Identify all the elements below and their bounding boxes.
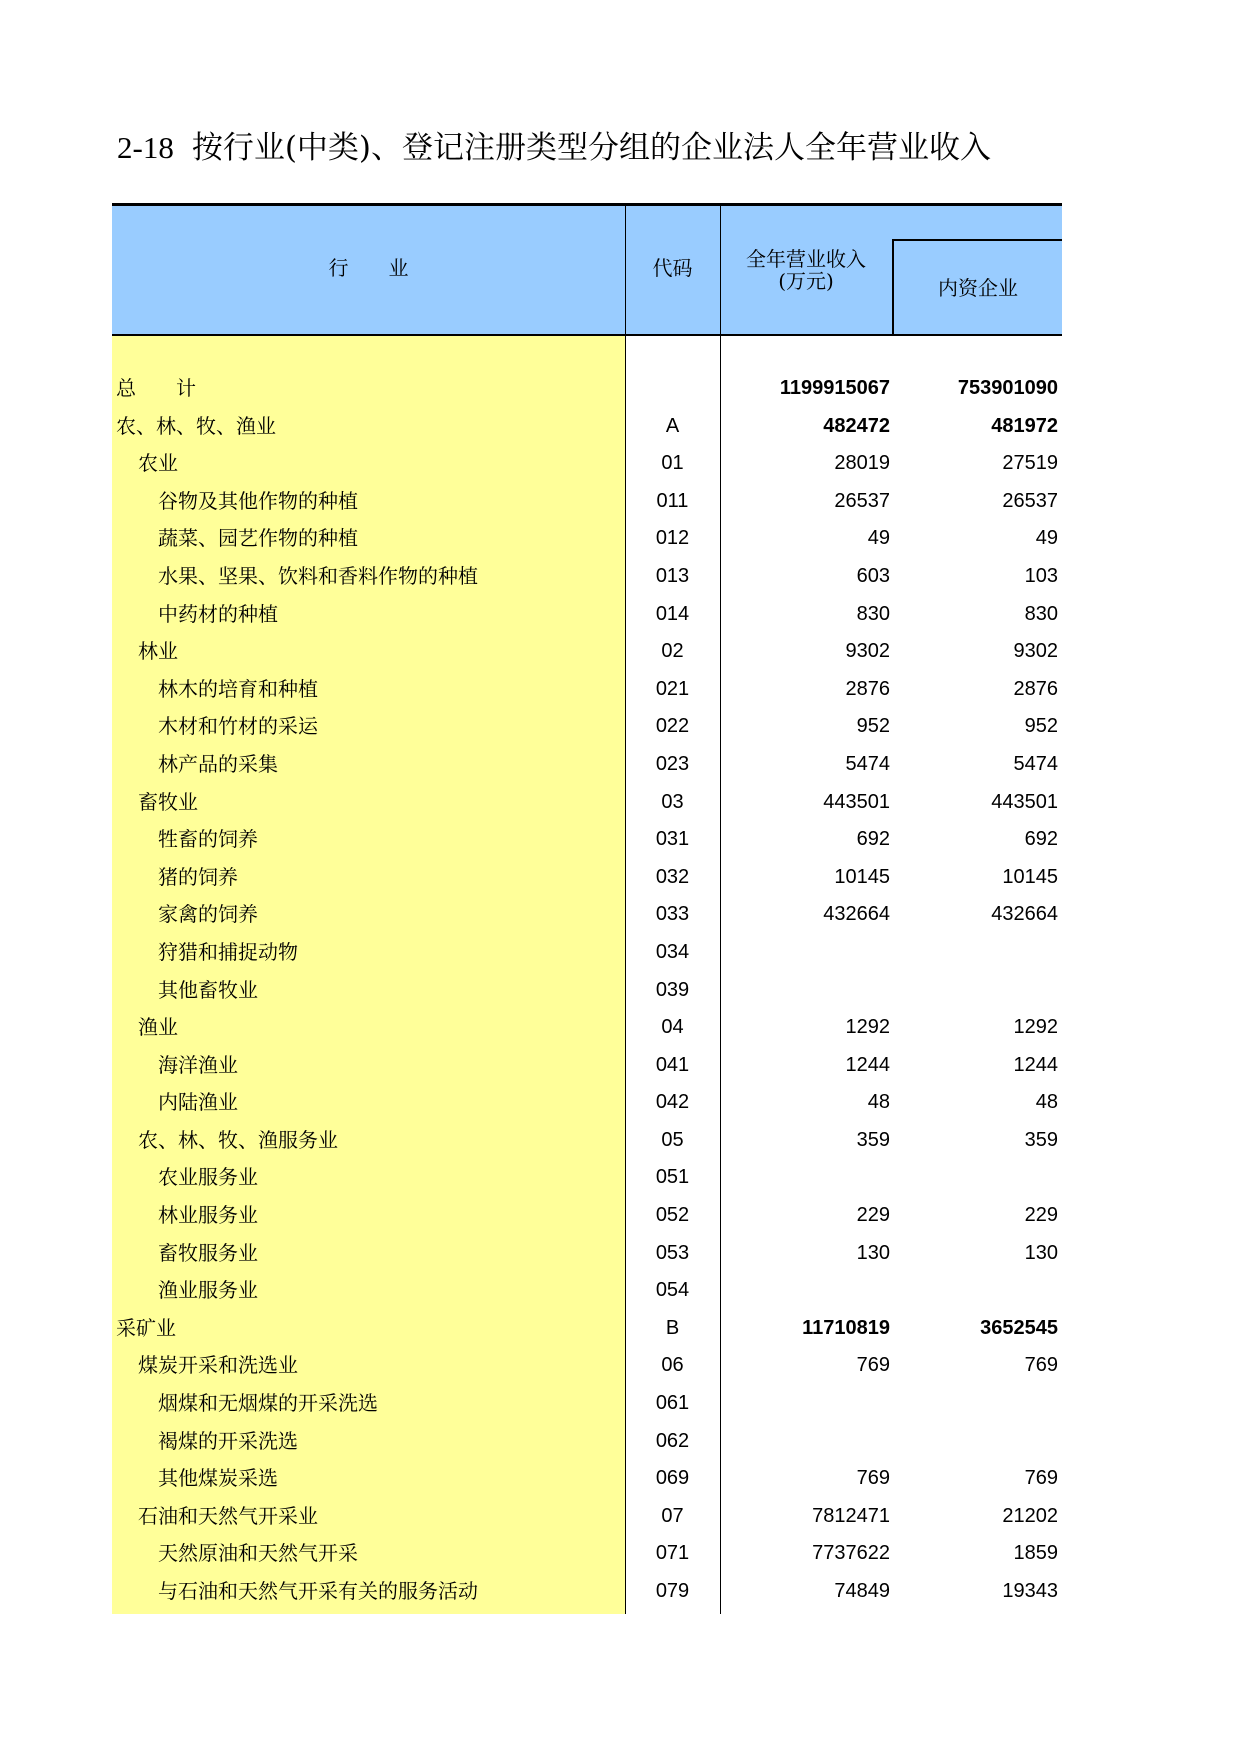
domestic-cell: 692 bbox=[1024, 828, 1058, 851]
industry-cell: 林产品的采集 bbox=[158, 751, 278, 776]
revenue-cell: 2876 bbox=[845, 677, 890, 700]
table-row bbox=[112, 1535, 1062, 1573]
revenue-cell: 5474 bbox=[845, 752, 890, 775]
domestic-cell: 443501 bbox=[991, 790, 1058, 813]
industry-cell: 水果、坚果、饮料和香料作物的种植 bbox=[158, 563, 478, 588]
header-code: 代码 bbox=[652, 256, 693, 280]
code-cell: 012 bbox=[655, 527, 690, 550]
domestic-cell: 359 bbox=[1024, 1128, 1058, 1151]
domestic-cell: 1244 bbox=[1013, 1053, 1058, 1076]
industry-cell: 畜牧服务业 bbox=[158, 1240, 258, 1265]
code-cell: B bbox=[665, 1316, 680, 1339]
revenue-cell: 9302 bbox=[845, 640, 890, 663]
domestic-cell: 26537 bbox=[1002, 489, 1058, 512]
table-row bbox=[112, 445, 1062, 483]
industry-cell: 林业服务业 bbox=[158, 1203, 258, 1228]
industry-cell: 畜牧业 bbox=[138, 789, 198, 814]
table-row bbox=[112, 1009, 1062, 1047]
code-cell: 021 bbox=[655, 677, 690, 700]
revenue-cell: 7737622 bbox=[812, 1542, 890, 1565]
code-cell: 03 bbox=[661, 790, 684, 813]
industry-cell: 采矿业 bbox=[116, 1315, 176, 1340]
table-row bbox=[112, 671, 1062, 709]
revenue-cell: 1244 bbox=[845, 1053, 890, 1076]
revenue-cell: 49 bbox=[867, 527, 890, 550]
revenue-cell: 443501 bbox=[823, 790, 890, 813]
table-row bbox=[112, 1310, 1062, 1348]
industry-cell: 林木的培育和种植 bbox=[158, 676, 318, 701]
table-row bbox=[112, 1498, 1062, 1536]
revenue-cell: 830 bbox=[856, 602, 890, 625]
table-number: 2-18 bbox=[117, 130, 174, 165]
industry-cell: 与石油和天然气开采有关的服务活动 bbox=[158, 1579, 478, 1603]
revenue-cell: 432664 bbox=[823, 903, 890, 926]
domestic-cell: 5474 bbox=[1013, 752, 1058, 775]
code-cell: 031 bbox=[655, 828, 690, 851]
page-title bbox=[117, 122, 991, 167]
revenue-cell: 1199915067 bbox=[779, 377, 890, 399]
code-cell: 079 bbox=[655, 1580, 690, 1602]
table-row bbox=[112, 859, 1062, 897]
table-row bbox=[112, 408, 1062, 446]
revenue-cell: 130 bbox=[856, 1241, 890, 1264]
code-cell: 062 bbox=[655, 1429, 690, 1452]
table-title-text: 按行业(中类)、登记注册类型分组的企业法人全年营业收入 bbox=[191, 130, 992, 166]
code-cell: 033 bbox=[655, 903, 690, 926]
industry-cell: 渔业 bbox=[138, 1015, 178, 1040]
industry-cell: 家禽的饲养 bbox=[158, 902, 258, 927]
code-cell: 013 bbox=[655, 564, 690, 587]
industry-cell: 中药材的种植 bbox=[158, 601, 278, 626]
revenue-cell: 692 bbox=[856, 828, 890, 851]
domestic-cell: 769 bbox=[1024, 1467, 1058, 1490]
revenue-cell: 229 bbox=[856, 1204, 890, 1227]
table-row bbox=[112, 1197, 1062, 1235]
domestic-cell: 769 bbox=[1024, 1354, 1058, 1377]
table-row bbox=[112, 708, 1062, 746]
code-cell: 022 bbox=[655, 715, 690, 738]
industry-cell: 海洋渔业 bbox=[158, 1052, 238, 1077]
code-cell: 034 bbox=[655, 940, 690, 963]
header-revenue-label: 全年营业收入 bbox=[746, 247, 866, 271]
code-cell: 039 bbox=[655, 978, 690, 1001]
industry-cell: 烟煤和无烟煤的开采洗选 bbox=[158, 1391, 378, 1416]
table-row bbox=[112, 1235, 1062, 1273]
table-row bbox=[112, 558, 1062, 596]
table-row bbox=[112, 1047, 1062, 1085]
code-cell: 07 bbox=[661, 1504, 684, 1527]
industry-cell: 内陆渔业 bbox=[158, 1090, 238, 1115]
code-cell: A bbox=[665, 414, 680, 437]
industry-cell: 其他煤炭采选 bbox=[158, 1466, 278, 1491]
table-row bbox=[112, 1423, 1062, 1461]
code-cell: 04 bbox=[661, 1016, 684, 1039]
code-cell: 041 bbox=[655, 1053, 690, 1076]
table-row bbox=[112, 596, 1062, 634]
domestic-cell: 9302 bbox=[1013, 640, 1058, 663]
industry-cell: 其他畜牧业 bbox=[158, 977, 258, 1002]
code-cell: 05 bbox=[661, 1128, 684, 1151]
code-cell: 014 bbox=[655, 602, 690, 625]
header-domestic: 内资企业 bbox=[938, 276, 1018, 300]
domestic-cell: 103 bbox=[1024, 564, 1058, 587]
revenue-cell: 482472 bbox=[823, 414, 890, 437]
code-cell: 054 bbox=[655, 1279, 690, 1302]
domestic-cell: 48 bbox=[1035, 1091, 1058, 1114]
industry-cell: 煤炭开采和洗选业 bbox=[138, 1353, 298, 1378]
revenue-cell: 769 bbox=[856, 1354, 890, 1377]
code-cell: 071 bbox=[655, 1542, 690, 1565]
industry-cell: 猪的饲养 bbox=[158, 864, 238, 889]
table-row bbox=[112, 934, 1062, 972]
table-row bbox=[112, 1122, 1062, 1160]
domestic-cell: 2876 bbox=[1013, 677, 1058, 700]
industry-cell: 农业服务业 bbox=[158, 1165, 258, 1190]
revenue-cell: 28019 bbox=[834, 452, 890, 475]
revenue-cell: 1292 bbox=[845, 1016, 890, 1039]
domestic-cell: 952 bbox=[1024, 715, 1058, 738]
table-row bbox=[112, 972, 1062, 1010]
table-rows bbox=[112, 370, 1062, 1611]
industry-cell: 褐煤的开采洗选 bbox=[158, 1428, 298, 1453]
code-cell: 051 bbox=[655, 1166, 690, 1189]
domestic-cell: 753901090 bbox=[957, 377, 1058, 399]
table-row bbox=[112, 483, 1062, 521]
code-cell: 032 bbox=[655, 865, 690, 888]
domestic-cell: 432664 bbox=[991, 903, 1058, 926]
code-cell: 023 bbox=[655, 752, 690, 775]
industry-cell: 农、林、牧、渔业 bbox=[116, 413, 276, 438]
industry-cell: 天然原油和天然气开采 bbox=[158, 1541, 358, 1566]
table-row bbox=[112, 1385, 1062, 1423]
industry-cell: 狩猎和捕捉动物 bbox=[158, 939, 298, 964]
code-cell: 02 bbox=[661, 640, 684, 663]
code-cell: 052 bbox=[655, 1204, 690, 1227]
table-row bbox=[112, 746, 1062, 784]
industry-cell: 蔬菜、园艺作物的种植 bbox=[158, 526, 358, 551]
table-row bbox=[112, 821, 1062, 859]
industry-cell: 渔业服务业 bbox=[158, 1278, 258, 1303]
industry-cell: 林业 bbox=[138, 639, 178, 664]
domestic-cell: 229 bbox=[1024, 1204, 1058, 1227]
domestic-cell: 830 bbox=[1024, 602, 1058, 625]
industry-cell: 谷物及其他作物的种植 bbox=[158, 488, 358, 513]
industry-cell: 总 计 bbox=[116, 376, 196, 400]
table-row bbox=[112, 520, 1062, 558]
table-row bbox=[112, 1460, 1062, 1498]
table-row bbox=[112, 1573, 1062, 1611]
domestic-cell: 49 bbox=[1035, 527, 1058, 550]
industry-cell: 农、林、牧、渔服务业 bbox=[138, 1127, 338, 1152]
table-row bbox=[112, 633, 1062, 671]
data-table bbox=[112, 203, 1062, 1603]
industry-cell: 农业 bbox=[138, 451, 178, 476]
table-row bbox=[112, 1347, 1062, 1385]
code-cell: 01 bbox=[661, 452, 684, 475]
table-row bbox=[112, 370, 1062, 408]
industry-cell: 木材和竹材的采运 bbox=[158, 714, 318, 739]
domestic-cell: 481972 bbox=[991, 414, 1058, 437]
table-row bbox=[112, 1159, 1062, 1197]
table-row bbox=[112, 784, 1062, 822]
domestic-cell: 1292 bbox=[1013, 1016, 1058, 1039]
revenue-cell: 11710819 bbox=[802, 1316, 890, 1339]
industry-cell: 石油和天然气开采业 bbox=[138, 1503, 318, 1528]
table-row bbox=[112, 1272, 1062, 1310]
header-revenue-unit: (万元) bbox=[778, 269, 834, 293]
code-cell: 011 bbox=[656, 489, 689, 512]
header-revenue bbox=[720, 248, 892, 292]
revenue-cell: 603 bbox=[856, 564, 890, 587]
industry-cell: 牲畜的饲养 bbox=[158, 827, 258, 852]
domestic-cell: 1859 bbox=[1013, 1542, 1058, 1565]
domestic-cell: 19343 bbox=[1002, 1580, 1058, 1602]
revenue-cell: 26537 bbox=[834, 489, 890, 512]
code-cell: 042 bbox=[655, 1091, 690, 1114]
revenue-cell: 359 bbox=[856, 1128, 890, 1151]
table-row bbox=[112, 896, 1062, 934]
code-cell: 069 bbox=[655, 1467, 690, 1490]
revenue-cell: 74849 bbox=[834, 1580, 890, 1602]
revenue-cell: 10145 bbox=[834, 865, 890, 888]
revenue-cell: 7812471 bbox=[812, 1504, 890, 1527]
domestic-cell: 130 bbox=[1024, 1241, 1058, 1264]
table-row bbox=[112, 1084, 1062, 1122]
revenue-cell: 952 bbox=[856, 715, 890, 738]
domestic-cell: 10145 bbox=[1002, 865, 1058, 888]
domestic-cell: 21202 bbox=[1002, 1504, 1058, 1527]
header-subdivider bbox=[892, 239, 1062, 241]
code-cell: 061 bbox=[655, 1392, 690, 1415]
header-industry: 行 业 bbox=[328, 256, 409, 280]
code-cell: 053 bbox=[655, 1241, 690, 1264]
revenue-cell: 48 bbox=[867, 1091, 890, 1114]
table-header bbox=[112, 203, 1062, 336]
domestic-cell: 3652545 bbox=[980, 1316, 1058, 1339]
domestic-cell: 27519 bbox=[1002, 452, 1058, 475]
revenue-cell: 769 bbox=[856, 1467, 890, 1490]
code-cell: 06 bbox=[661, 1354, 684, 1377]
